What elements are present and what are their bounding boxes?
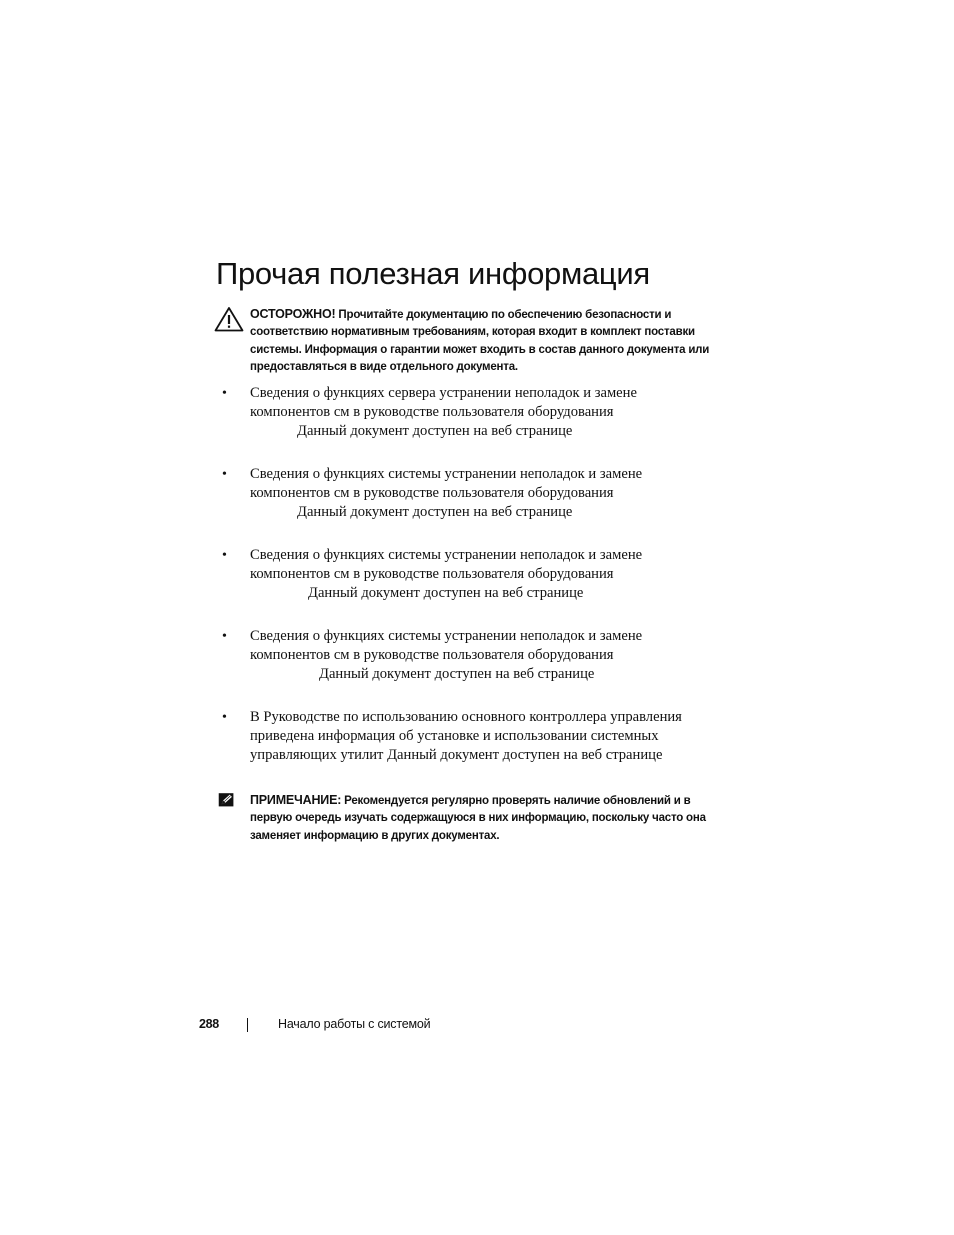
list-item-line: Данный документ доступен на веб странице: [297, 504, 573, 520]
caution-label: ОСТОРОЖНО!: [250, 307, 336, 321]
list-item-line: управляющих утилит Данный документ доступен на веб странице: [250, 747, 663, 763]
list-item-line: Сведения о функциях сервера устранении неполадок и замене: [250, 385, 637, 401]
list-item-line: компонентов см в руководстве пользователя оборудования: [250, 647, 614, 663]
list-item: [222, 384, 702, 441]
list-item-line: Данный документ доступен на веб странице: [297, 423, 573, 439]
list-item-line: Сведения о функциях системы устранении неполадок и замене: [250, 466, 643, 482]
list-item: [222, 627, 702, 684]
note-text: [250, 792, 720, 845]
bullet-icon: •: [222, 710, 227, 725]
caution-notice: [214, 306, 714, 378]
note-body: Рекомендуется регулярно проверять наличие обновлений и в первую очередь изучать содержащуюся в них информацию, поскольку часто она заменяет информацию в других документах.: [250, 795, 706, 842]
bullet-icon: •: [222, 386, 227, 401]
bullet-icon: •: [222, 548, 227, 563]
warning-triangle-icon: [214, 306, 244, 332]
pencil-note-icon: [218, 792, 240, 812]
caution-body: Прочитайте документацию по обеспечению безопасности и соответствию нормативным требованиям, которая входит в комплект поставки системы. Информация о гарантии может входить в состав данного документа или предоставляться в виде отдельного документа.: [250, 309, 710, 373]
list-item-line: Данный документ доступен на веб странице: [319, 666, 595, 682]
caution-text: [250, 306, 720, 376]
list-item-line: компонентов см в руководстве пользователя оборудования: [250, 485, 614, 501]
list-item-line: компонентов см в руководстве пользователя оборудования: [250, 566, 614, 582]
list-item-line: Сведения о функциях системы устранении неполадок и замене: [250, 628, 643, 644]
page-title: Прочая полезная информация: [216, 256, 650, 291]
list-item-line: В Руководстве по использованию основного контроллера управления: [250, 709, 682, 725]
list-item-line: приведена информация об установке и использовании системных: [250, 728, 659, 744]
bullet-icon: •: [222, 629, 227, 644]
list-item-line: компонентов см в руководстве пользователя оборудования: [250, 404, 614, 420]
chapter-title: Начало работы с системой: [278, 1017, 431, 1031]
footer-divider: [247, 1018, 248, 1032]
list-item-line: Сведения о функциях системы устранении неполадок и замене: [250, 547, 643, 563]
bullet-icon: •: [222, 467, 227, 482]
page-number: 288: [199, 1017, 219, 1031]
list-item: [222, 708, 702, 765]
list-item: [222, 546, 702, 603]
note-notice: [214, 792, 714, 846]
list-item: [222, 465, 702, 522]
note-label: ПРИМЕЧАНИЕ:: [250, 793, 342, 807]
list-item-line: Данный документ доступен на веб странице: [308, 585, 584, 601]
